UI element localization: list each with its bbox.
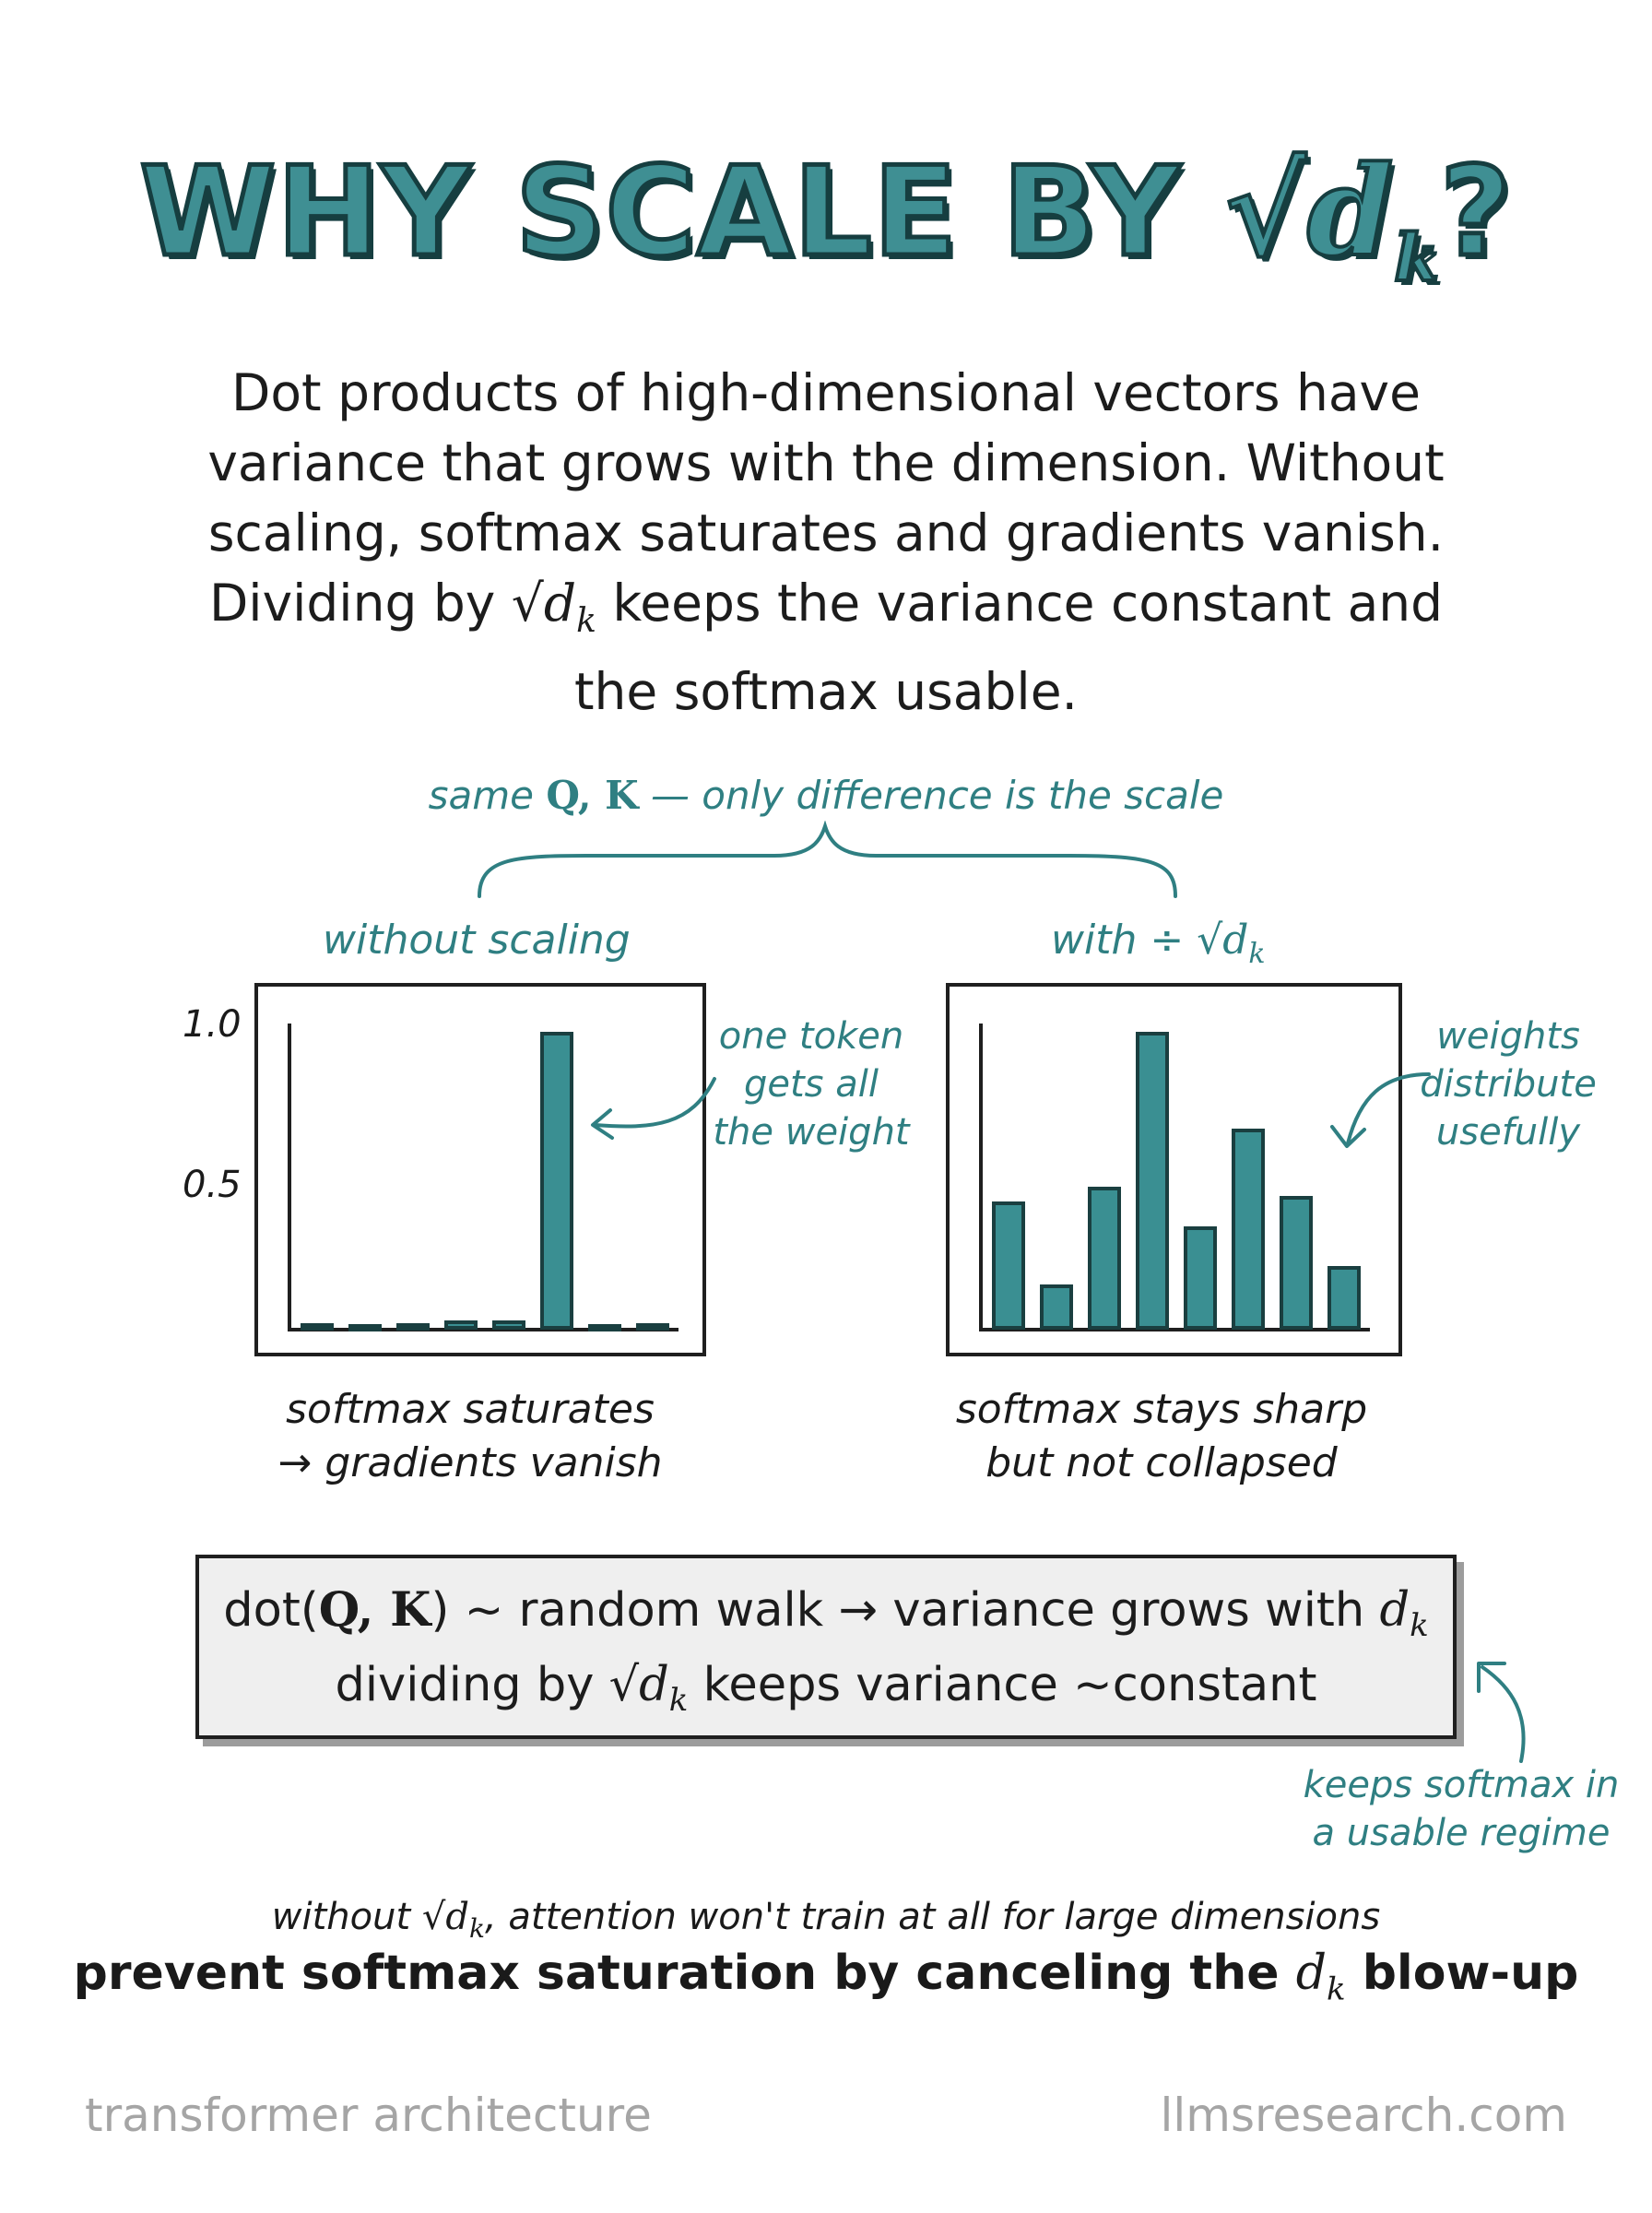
- page-title: [0, 138, 1652, 296]
- intro-line: scaling, softmax saturates and gradients vanish.: [207, 503, 1445, 562]
- intro-line: Dividing by $√d_k$ keeps the variance constant and: [208, 574, 1444, 640]
- formula-line-1: dot(Q, K) ~ random walk → variance grows with $d_k$: [223, 1582, 1429, 1645]
- chart-bar: [396, 1323, 430, 1331]
- chart-bar: [1184, 1226, 1217, 1330]
- chart-bar: [1136, 1032, 1169, 1330]
- chart-bar: [1328, 1266, 1361, 1330]
- chart-bar: [588, 1324, 621, 1331]
- formula-box: [195, 1555, 1457, 1739]
- left-panel-label: without scaling: [323, 917, 631, 964]
- chart-bar: [992, 1201, 1025, 1330]
- y-tick-label: 0.5: [183, 1164, 242, 1206]
- title-question-mark: ?: [1439, 140, 1513, 284]
- brace-note: same Q, K — only difference is the scale: [428, 773, 1224, 818]
- chart-bar: [540, 1032, 573, 1330]
- left-caption: softmax saturates → gradients vanish: [277, 1386, 663, 1486]
- right-panel-label: with ÷ $√d_k$: [1051, 917, 1266, 970]
- right-caption: softmax stays sharp but not collapsed: [955, 1386, 1368, 1486]
- chart-bar: [1040, 1284, 1073, 1331]
- intro-line: the softmax usable.: [573, 662, 1079, 721]
- brace: [0, 821, 1652, 922]
- chart-bar: [492, 1320, 525, 1330]
- chart-bar: [301, 1323, 334, 1331]
- bottom-headline: prevent softmax saturation by canceling the $d_k$ blow-up: [73, 1946, 1579, 2008]
- left-annotation: one token gets all the weight: [713, 1015, 910, 1154]
- formula-note: keeps softmax in a usable regime: [1303, 1764, 1620, 1854]
- y-axis: [288, 1024, 291, 1331]
- chart-bar: [1232, 1129, 1265, 1330]
- footer-site: llmsresearch.com: [1160, 2089, 1567, 2142]
- bottom-note: without $√d_k$, attention won't train at all for large dimensions: [271, 1896, 1381, 1944]
- y-tick-label: 1.0: [183, 1003, 242, 1046]
- y-axis: [979, 1024, 983, 1331]
- chart-bar: [444, 1320, 478, 1330]
- right-annotation: weights distribute usefully: [1420, 1015, 1597, 1154]
- intro-line: variance that grows with the dimension. Without: [207, 433, 1445, 492]
- sqrt-dk-math: $√d_k$: [511, 574, 596, 640]
- footer-topic: transformer architecture: [85, 2089, 652, 2142]
- right-annotation-arrow: [1291, 1060, 1438, 1162]
- chart-bar: [636, 1323, 669, 1331]
- intro-line: Dot products of high-dimensional vectors have: [231, 363, 1421, 422]
- title-text: WHY SCALE BY: [139, 140, 1181, 284]
- title-math: $√d_k$: [1224, 138, 1440, 296]
- intro-paragraph: [129, 358, 1523, 727]
- formula-line-2: dividing by $√d_k$ keeps variance ~constant: [335, 1658, 1317, 1720]
- formula-note-arrow: [1457, 1651, 1567, 1770]
- right-chart-frame: [946, 983, 1402, 1356]
- chart-bar: [1088, 1187, 1121, 1330]
- left-annotation-arrow: [581, 1060, 728, 1153]
- left-chart-frame: [254, 983, 706, 1356]
- chart-bar: [348, 1324, 382, 1331]
- chart-bar: [1280, 1196, 1313, 1330]
